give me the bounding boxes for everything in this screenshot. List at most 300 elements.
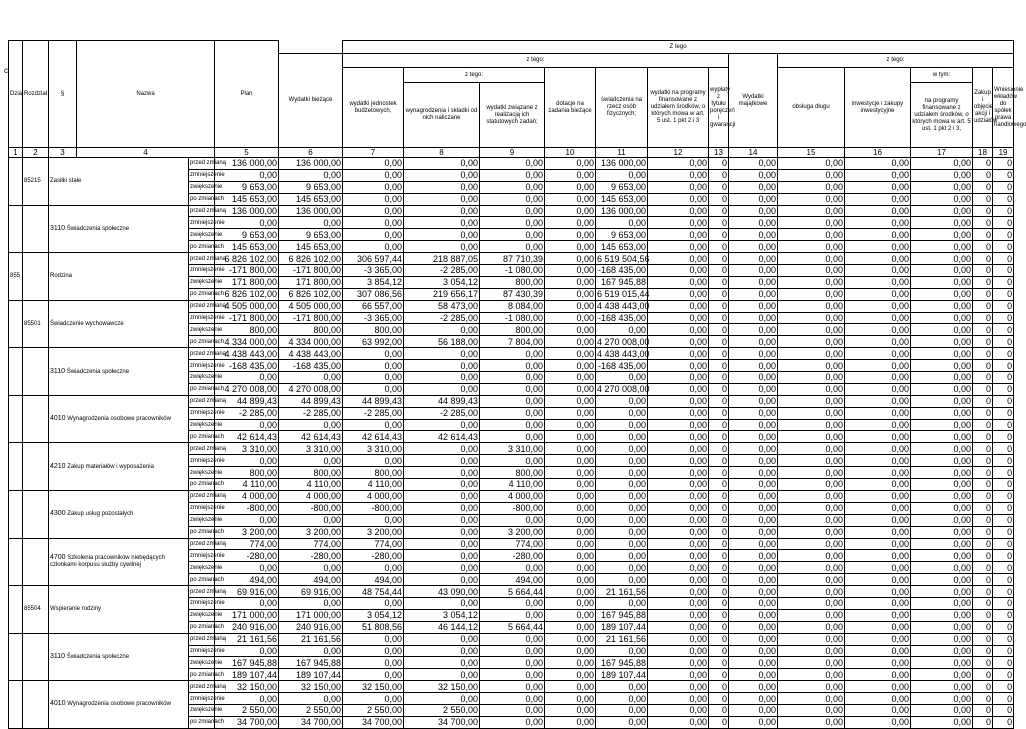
value-cell: 171 800,00: [215, 276, 279, 288]
cell-paragraf: 4210: [50, 462, 66, 470]
value-cell: -2 285,00: [404, 312, 480, 324]
value-cell: 0,00: [215, 514, 279, 526]
value-cell: 9 653,00: [215, 229, 279, 241]
value-cell: 0: [973, 181, 993, 193]
value-cell: 0,00: [778, 657, 845, 669]
value-cell: 0,00: [404, 490, 480, 502]
column-number: 18: [973, 148, 993, 158]
value-cell: 0,00: [596, 407, 648, 419]
value-cell: 0,00: [596, 324, 648, 336]
value-cell: 0: [993, 716, 1014, 728]
col-dotacje: dotacje na zadania bieżące: [545, 68, 596, 148]
value-cell: 0,00: [729, 324, 778, 336]
value-cell: 0: [993, 158, 1014, 170]
value-cell: 0,00: [596, 645, 648, 657]
header-z-tego: Z tego: [343, 41, 1014, 54]
value-cell: -800,00: [279, 502, 343, 514]
col-wydatki-jednostek: wydatki jednostek budżetowych,: [343, 68, 404, 148]
value-cell: 0,00: [911, 657, 973, 669]
value-cell: 0: [993, 443, 1014, 455]
value-cell: 0,00: [648, 704, 709, 716]
value-cell: 9 653,00: [279, 181, 343, 193]
value-cell: 0: [993, 693, 1014, 705]
value-cell: 0,00: [778, 193, 845, 205]
value-cell: 0,00: [545, 704, 596, 716]
value-cell: 0,00: [596, 538, 648, 550]
cell-nazwa: Rodzina: [50, 273, 73, 280]
value-cell: 0,00: [404, 455, 480, 467]
value-cell: 0,00: [545, 645, 596, 657]
value-cell: 32 150,00: [404, 681, 480, 693]
value-cell: 0,00: [545, 372, 596, 384]
cell-nazwa: Świadczenia społeczne: [66, 225, 130, 232]
value-cell: 0,00: [911, 253, 973, 265]
cell-nazwa: Zasiłki stałe: [50, 178, 82, 185]
cell-paragraf-nazwa: [49, 348, 189, 396]
value-cell: 0,00: [845, 431, 911, 443]
value-cell: 44 899,43: [279, 395, 343, 407]
col-wydatki-zwiazane: wydatki związane z realizacją ich statutowych zadań;: [480, 83, 545, 148]
value-cell: 3 054,12: [404, 609, 480, 621]
value-cell: 0,00: [729, 158, 778, 170]
table-body: [9, 158, 1014, 729]
value-cell: 0,00: [480, 419, 545, 431]
value-cell: 0,00: [279, 562, 343, 574]
value-cell: 0,00: [404, 360, 480, 372]
value-cell: 3 854,12: [343, 276, 404, 288]
row-label: zmniejszenie: [189, 550, 215, 562]
value-cell: 307 086,56: [343, 288, 404, 300]
value-cell: 0,00: [545, 276, 596, 288]
value-cell: 0: [973, 205, 993, 217]
value-cell: 0: [993, 372, 1014, 384]
row-label: po zmianach: [189, 669, 215, 681]
value-cell: 0: [993, 265, 1014, 277]
value-cell: 0,00: [729, 360, 778, 372]
table-row: [9, 490, 1014, 502]
value-cell: 0,00: [729, 169, 778, 181]
value-cell: 145 653,00: [596, 193, 648, 205]
value-cell: 0,00: [480, 657, 545, 669]
value-cell: 0: [993, 586, 1014, 598]
value-cell: 0,00: [648, 514, 709, 526]
value-cell: 0,00: [545, 550, 596, 562]
value-cell: 0,00: [343, 169, 404, 181]
value-cell: 4 000,00: [480, 490, 545, 502]
value-cell: 0,00: [778, 419, 845, 431]
value-cell: 0: [973, 324, 993, 336]
value-cell: 0,00: [648, 407, 709, 419]
value-cell: 4 000,00: [343, 490, 404, 502]
value-cell: 0: [709, 633, 729, 645]
value-cell: 0,00: [343, 633, 404, 645]
value-cell: 0: [709, 407, 729, 419]
value-cell: 21 161,56: [279, 633, 343, 645]
value-cell: 0,00: [729, 514, 778, 526]
value-cell: 167 945,88: [596, 657, 648, 669]
cell-dzial: [9, 681, 23, 729]
value-cell: 0,00: [404, 574, 480, 586]
value-cell: 0,00: [845, 419, 911, 431]
value-cell: 0: [709, 276, 729, 288]
value-cell: 0,00: [845, 609, 911, 621]
value-cell: 0: [993, 681, 1014, 693]
value-cell: 0,00: [729, 609, 778, 621]
value-cell: 0,00: [911, 479, 973, 491]
table-row: [9, 158, 1014, 170]
value-cell: 0: [993, 395, 1014, 407]
value-cell: -2 285,00: [343, 407, 404, 419]
value-cell: 0,00: [480, 217, 545, 229]
value-cell: 0,00: [480, 669, 545, 681]
value-cell: 0,00: [215, 419, 279, 431]
row-label: zwiększenie: [189, 276, 215, 288]
value-cell: 0,00: [279, 514, 343, 526]
cell-paragraf-nazwa: [49, 443, 189, 491]
value-cell: -3 365,00: [343, 312, 404, 324]
value-cell: 0,00: [343, 217, 404, 229]
value-cell: 0,00: [729, 490, 778, 502]
value-cell: 0,00: [911, 407, 973, 419]
value-cell: 171 000,00: [215, 609, 279, 621]
value-cell: 0: [993, 241, 1014, 253]
column-number: 4: [77, 148, 215, 158]
value-cell: 0,00: [729, 276, 778, 288]
table-row: [9, 205, 1014, 217]
value-cell: 0,00: [343, 514, 404, 526]
value-cell: 0,00: [845, 312, 911, 324]
value-cell: 0,00: [778, 704, 845, 716]
column-number: 2: [23, 148, 49, 158]
value-cell: 0: [993, 574, 1014, 586]
value-cell: 0,00: [404, 597, 480, 609]
cell-paragraf-nazwa: [49, 253, 189, 301]
cell-paragraf: 3110: [50, 652, 66, 660]
value-cell: 0,00: [845, 383, 911, 395]
value-cell: 0,00: [480, 205, 545, 217]
value-cell: 0: [993, 597, 1014, 609]
value-cell: 0,00: [404, 383, 480, 395]
value-cell: 145 653,00: [279, 241, 343, 253]
value-cell: 0: [709, 716, 729, 728]
value-cell: 0: [993, 407, 1014, 419]
value-cell: 0,00: [480, 169, 545, 181]
value-cell: 494,00: [215, 574, 279, 586]
value-cell: 0,00: [343, 241, 404, 253]
value-cell: -168 435,00: [596, 312, 648, 324]
cell-paragraf: 4300: [50, 510, 66, 518]
value-cell: 6 519 015,44: [597, 289, 650, 300]
value-cell: 69 916,00: [215, 586, 279, 598]
value-cell: 0,00: [729, 431, 778, 443]
value-cell: 0,00: [648, 586, 709, 598]
value-cell: 51 808,56: [343, 621, 404, 633]
value-cell: 0,00: [729, 693, 778, 705]
value-cell: 0,00: [845, 645, 911, 657]
value-cell: 774,00: [215, 538, 279, 550]
value-cell: 0,00: [911, 704, 973, 716]
value-cell: 0,00: [545, 514, 596, 526]
value-cell: 0,00: [729, 348, 778, 360]
value-cell: 0,00: [648, 645, 709, 657]
value-cell: 0,00: [404, 693, 480, 705]
value-cell: 34 700,00: [215, 716, 279, 728]
value-cell: 0,00: [911, 348, 973, 360]
col-wydatki-biezace: Wydatki bieżące: [279, 54, 343, 148]
col-wynagrodzenia: wynagrodzenia i składki od nich naliczane: [404, 83, 480, 148]
value-cell: 34 700,00: [279, 716, 343, 728]
value-cell: 0: [973, 395, 993, 407]
value-cell: 0,00: [648, 395, 709, 407]
value-cell: 0,00: [648, 669, 709, 681]
value-cell: 167 945,88: [279, 657, 343, 669]
row-label: przed zmianą: [189, 443, 215, 455]
cell-paragraf: 4010: [50, 415, 66, 423]
row-label: zmniejszenie: [189, 502, 215, 514]
value-cell: 0,00: [729, 253, 778, 265]
column-number: 19: [993, 148, 1014, 158]
cell-dzial: [9, 633, 23, 681]
value-cell: 0,00: [911, 467, 973, 479]
value-cell: 42 614,43: [215, 431, 279, 443]
value-cell: 0: [973, 574, 993, 586]
value-cell: 0,00: [545, 336, 596, 348]
value-cell: 0,00: [648, 574, 709, 586]
value-cell: 171 800,00: [279, 276, 343, 288]
value-cell: 0: [993, 276, 1014, 288]
value-cell: 0,00: [648, 526, 709, 538]
col-plan: Plan: [215, 41, 279, 148]
value-cell: 0: [973, 372, 993, 384]
value-cell: 0,00: [480, 455, 545, 467]
value-cell: 0,00: [545, 217, 596, 229]
value-cell: 0,00: [911, 633, 973, 645]
value-cell: 2 550,00: [404, 704, 480, 716]
value-cell: -1 080,00: [480, 312, 545, 324]
value-cell: 0,00: [648, 265, 709, 277]
value-cell: 0,00: [648, 550, 709, 562]
value-cell: 0,00: [404, 229, 480, 241]
value-cell: -2 285,00: [404, 407, 480, 419]
value-cell: 0,00: [279, 217, 343, 229]
col-dzial: Dział: [9, 41, 23, 148]
value-cell: 0,00: [729, 265, 778, 277]
value-cell: 0,00: [729, 562, 778, 574]
value-cell: 0,00: [480, 704, 545, 716]
value-cell: 0,00: [778, 490, 845, 502]
cell-rozdzial: [23, 348, 49, 396]
value-cell: 0,00: [648, 372, 709, 384]
value-cell: 0,00: [480, 407, 545, 419]
value-cell: 0,00: [480, 229, 545, 241]
value-cell: 0: [993, 205, 1014, 217]
value-cell: 0: [709, 597, 729, 609]
row-label: po zmianach: [189, 479, 215, 491]
value-cell: 0,00: [279, 372, 343, 384]
column-number: 15: [778, 148, 845, 158]
value-cell: 0: [709, 526, 729, 538]
value-cell: 0,00: [404, 514, 480, 526]
table-row: [9, 300, 1014, 312]
value-cell: 0,00: [648, 229, 709, 241]
row-label: zwiększenie: [189, 372, 215, 384]
row-label: zwiększenie: [189, 514, 215, 526]
cell-rozdzial: 85215: [23, 158, 49, 206]
value-cell: 0,00: [778, 372, 845, 384]
value-cell: 0,00: [596, 455, 648, 467]
value-cell: 0,00: [596, 716, 648, 728]
value-cell: 0: [973, 490, 993, 502]
value-cell: 0,00: [911, 716, 973, 728]
value-cell: 136 000,00: [215, 158, 279, 170]
value-cell: 0,00: [778, 645, 845, 657]
value-cell: 800,00: [215, 467, 279, 479]
cell-rozdzial: [23, 395, 49, 443]
value-cell: 0,00: [545, 490, 596, 502]
column-number: 6: [279, 148, 343, 158]
value-cell: 3 200,00: [480, 526, 545, 538]
row-label: zmniejszenie: [189, 169, 215, 181]
value-cell: 0,00: [343, 383, 404, 395]
row-label: po zmianach: [189, 526, 215, 538]
row-label: zmniejszenie: [189, 217, 215, 229]
value-cell: 0: [973, 217, 993, 229]
value-cell: 0,00: [911, 681, 973, 693]
value-cell: 0: [993, 657, 1014, 669]
cell-rozdzial: [23, 253, 49, 301]
value-cell: 0: [993, 669, 1014, 681]
column-numbers-row: [9, 148, 1014, 158]
row-label: zmniejszenie: [189, 455, 215, 467]
value-cell: 0,00: [648, 193, 709, 205]
value-cell: 0: [993, 490, 1014, 502]
table-row: [9, 253, 1014, 265]
cell-paragraf-nazwa: [49, 586, 189, 634]
value-cell: 0,00: [778, 348, 845, 360]
value-cell: 0,00: [729, 574, 778, 586]
value-cell: 0: [709, 586, 729, 598]
value-cell: 0,00: [911, 538, 973, 550]
value-cell: 0,00: [729, 645, 778, 657]
value-cell: 0: [993, 455, 1014, 467]
value-cell: 6 826 102,00: [215, 253, 279, 265]
value-cell: 34 700,00: [404, 716, 480, 728]
value-cell: -800,00: [343, 502, 404, 514]
value-cell: 0,00: [480, 193, 545, 205]
value-cell: 0,00: [778, 716, 845, 728]
value-cell: 800,00: [480, 276, 545, 288]
value-cell: -280,00: [343, 550, 404, 562]
value-cell: 42 614,43: [279, 431, 343, 443]
value-cell: 0: [993, 621, 1014, 633]
cell-dzial: [9, 538, 23, 586]
value-cell: 0,00: [648, 538, 709, 550]
value-cell: 0,00: [729, 716, 778, 728]
value-cell: 0,00: [845, 597, 911, 609]
col-na-programy: na programy finansowane z udziałem środków, o których mowa w art. 5 ust. 1 pkt 2 i 3,: [911, 83, 973, 148]
value-cell: 0,00: [480, 360, 545, 372]
value-cell: 0,00: [596, 479, 648, 491]
col-wniesienie: Wniesienie wkładów do spółek prawa handlowego: [993, 68, 1014, 148]
value-cell: 0,00: [845, 467, 911, 479]
value-cell: 0,00: [729, 669, 778, 681]
value-cell: 0: [993, 526, 1014, 538]
value-cell: 0: [973, 502, 993, 514]
value-cell: 0,00: [729, 502, 778, 514]
value-cell: 0,00: [911, 229, 973, 241]
cell-nazwa: Szkolenia pracowników niebędących członkami korpusu służby cywilnej: [50, 555, 165, 569]
value-cell: 0,00: [845, 502, 911, 514]
value-cell: 0: [709, 217, 729, 229]
value-cell: 0: [993, 609, 1014, 621]
value-cell: 0,00: [343, 360, 404, 372]
column-number: 7: [343, 148, 404, 158]
value-cell: 0,00: [778, 229, 845, 241]
value-cell: -2 285,00: [404, 265, 480, 277]
row-label: po zmianach: [189, 716, 215, 728]
col-paragraf: §: [49, 41, 77, 148]
value-cell: 8 084,00: [480, 300, 545, 312]
value-cell: 0: [709, 621, 729, 633]
value-cell: 0: [973, 704, 993, 716]
value-cell: 0,00: [480, 158, 545, 170]
value-cell: 0: [973, 431, 993, 443]
value-cell: 0: [709, 158, 729, 170]
value-cell: 0,00: [596, 169, 648, 181]
value-cell: 0,00: [279, 693, 343, 705]
value-cell: 0,00: [545, 419, 596, 431]
value-cell: 0,00: [911, 490, 973, 502]
value-cell: 0,00: [729, 407, 778, 419]
value-cell: 4 270 008,00: [597, 336, 650, 347]
value-cell: 0,00: [215, 372, 279, 384]
value-cell: 0,00: [596, 431, 648, 443]
value-cell: 494,00: [480, 574, 545, 586]
row-label: przed zmianą: [189, 253, 215, 265]
cell-paragraf-nazwa: [49, 395, 189, 443]
cell-nazwa: Świadczenie wychowawcze: [50, 320, 124, 327]
value-cell: 240 916,00: [215, 621, 279, 633]
value-cell: 0,00: [778, 562, 845, 574]
value-cell: 0: [709, 395, 729, 407]
value-cell: 0,00: [343, 562, 404, 574]
value-cell: 0,00: [778, 360, 845, 372]
value-cell: 800,00: [480, 467, 545, 479]
value-cell: 0,00: [545, 479, 596, 491]
value-cell: 0,00: [343, 205, 404, 217]
value-cell: -1 080,00: [480, 265, 545, 277]
value-cell: 0: [973, 241, 993, 253]
value-cell: -168 435,00: [279, 360, 343, 372]
value-cell: 0,00: [729, 336, 778, 348]
value-cell: 0,00: [845, 241, 911, 253]
value-cell: 0,00: [480, 609, 545, 621]
row-label: zwiększenie: [189, 657, 215, 669]
value-cell: 0,00: [778, 633, 845, 645]
value-cell: 0,00: [404, 550, 480, 562]
row-label: zmniejszenie: [189, 360, 215, 372]
row-label: po zmianach: [189, 383, 215, 395]
value-cell: 43 090,00: [404, 586, 480, 598]
value-cell: 0,00: [648, 419, 709, 431]
value-cell: -2 285,00: [279, 407, 343, 419]
value-cell: 0,00: [778, 253, 845, 265]
value-cell: 0,00: [648, 336, 709, 348]
value-cell: 0: [973, 597, 993, 609]
value-cell: 9 653,00: [215, 181, 279, 193]
value-cell: 0,00: [648, 324, 709, 336]
value-cell: 0,00: [648, 609, 709, 621]
